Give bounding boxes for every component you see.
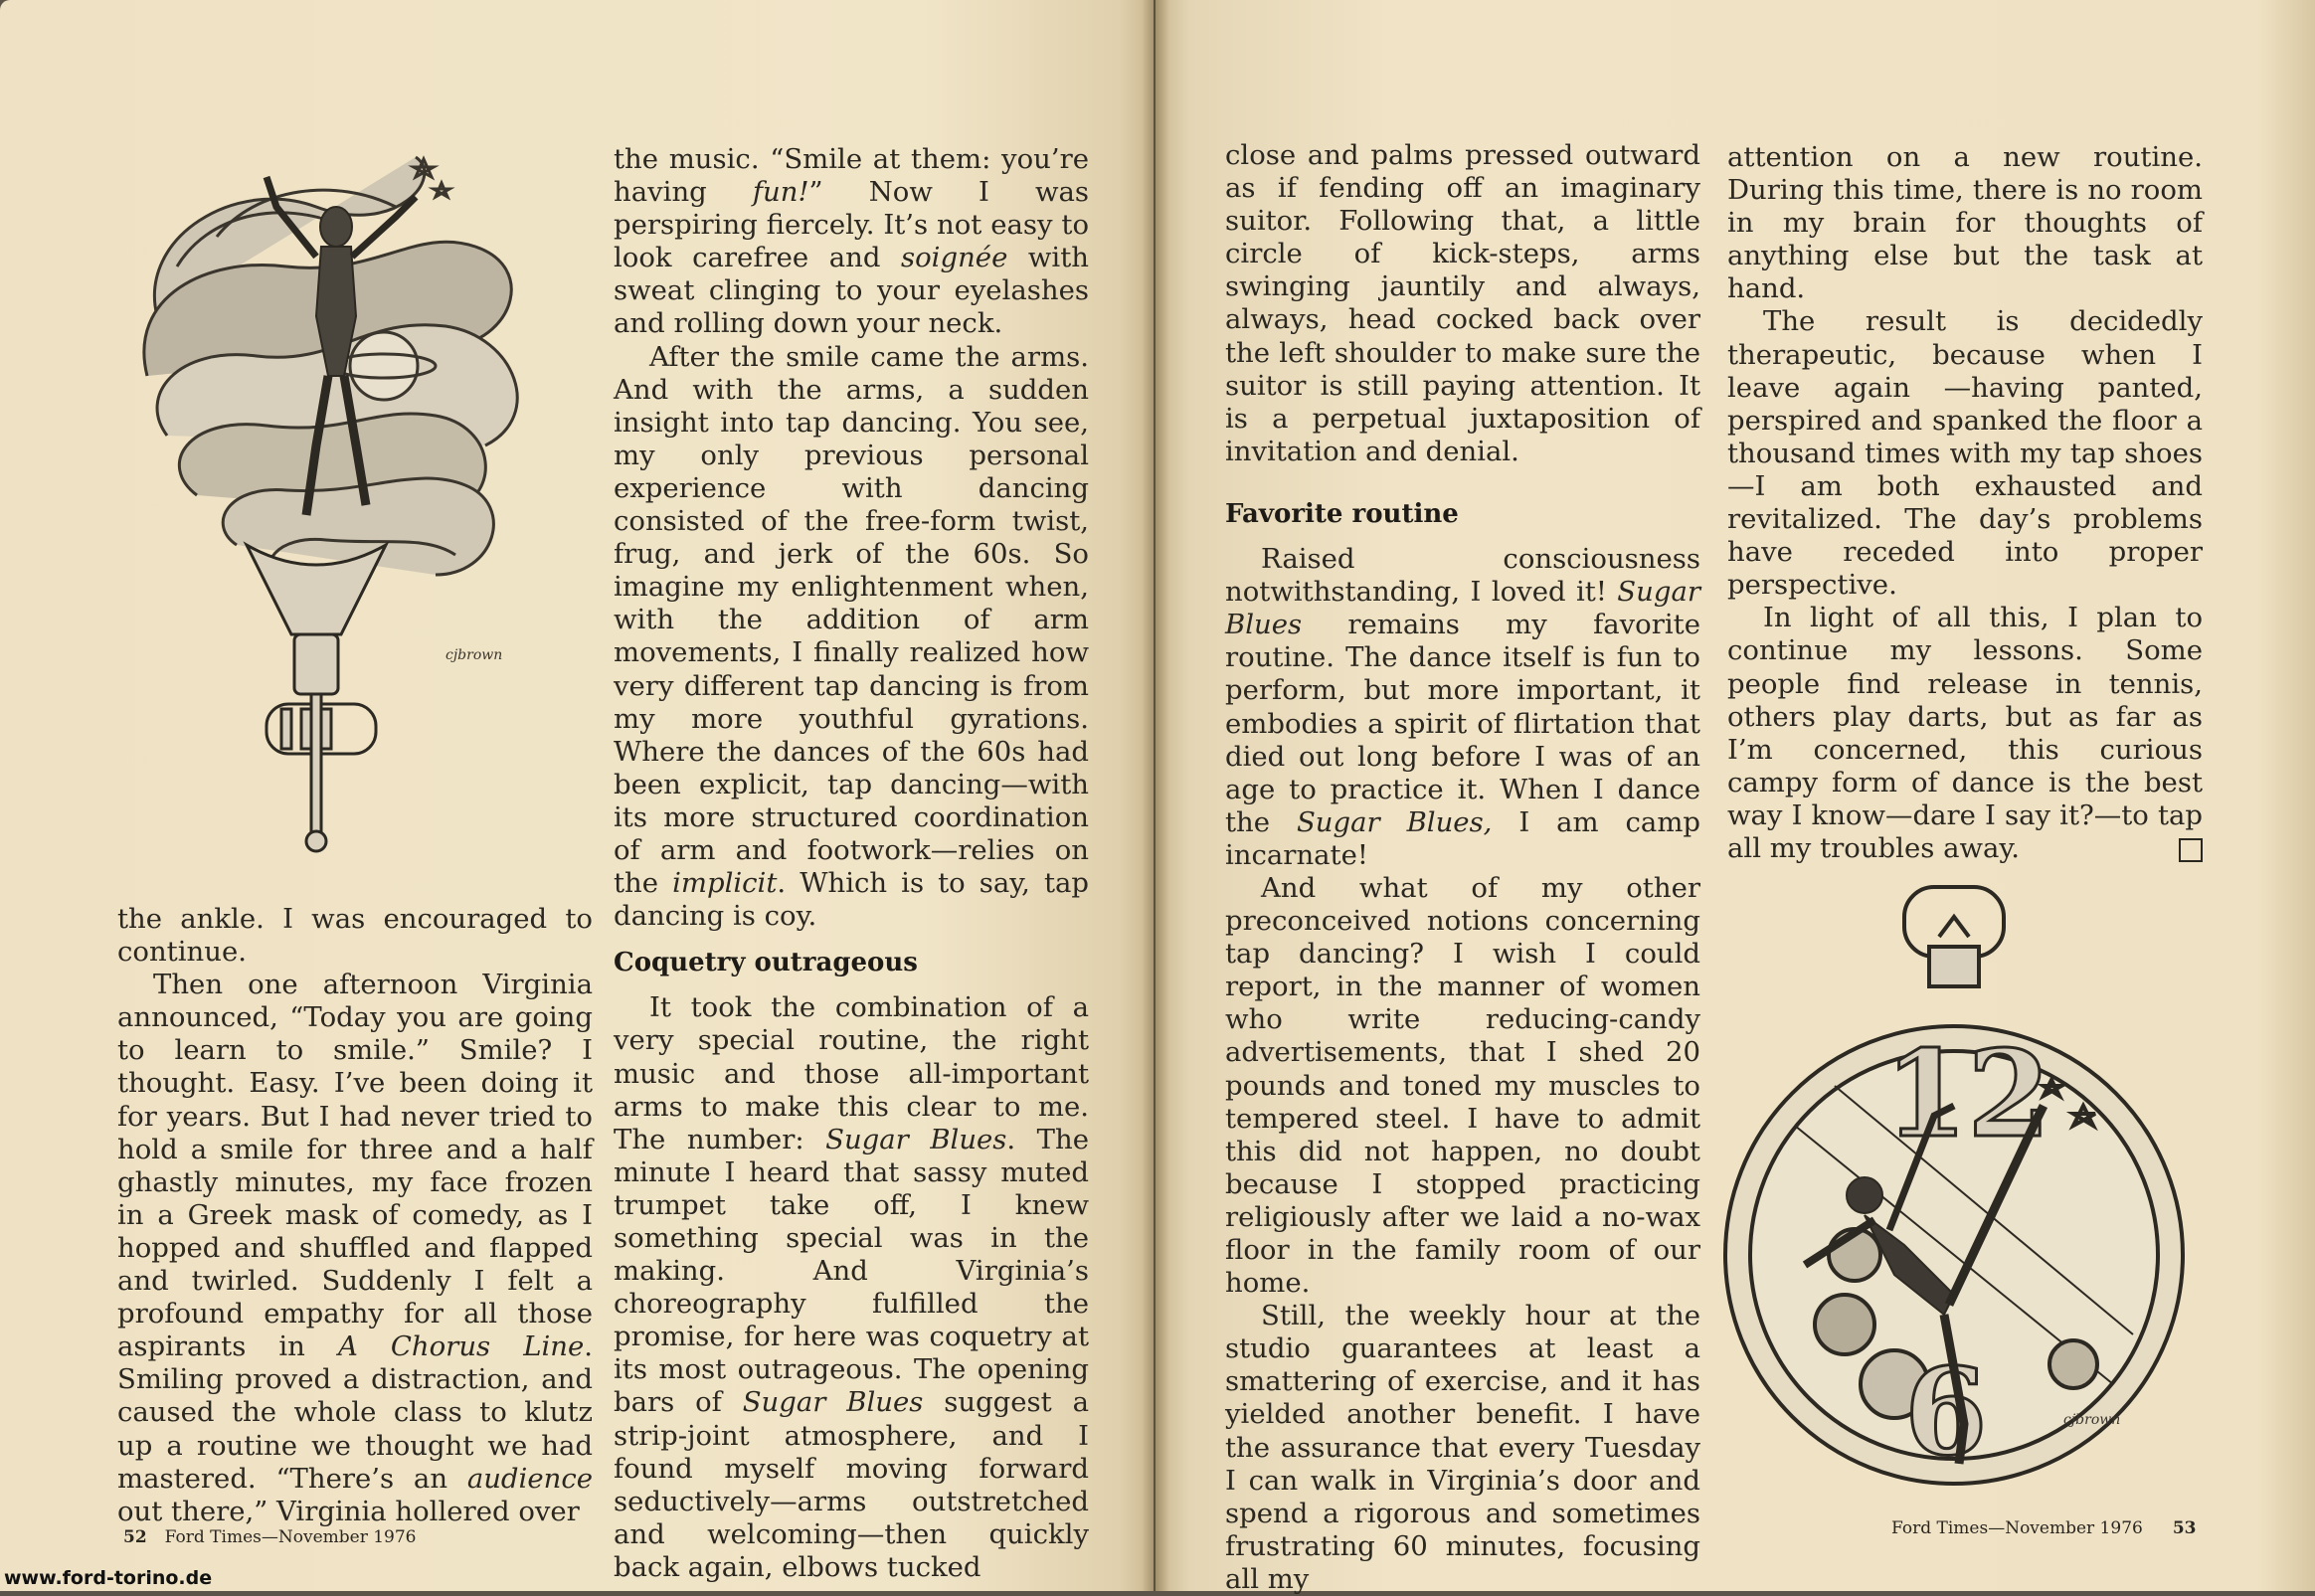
watch-numeral-6: 6	[1904, 1342, 1988, 1483]
site-watermark: www.ford-torino.de	[4, 1567, 213, 1589]
left-column-1	[117, 903, 593, 1528]
paragraph: The result is decidedly therapeutic, because when I leave again —having panted, perspired and spanked the floor a thousand times with my tap shoes—I am both exhausted and revitalized. The day’s problems have receded into proper perspective.	[1727, 305, 2203, 602]
section-heading: Favorite routine	[1225, 498, 1459, 529]
footer-publication: Ford Times—November 1976	[164, 1527, 417, 1547]
section-heading: Coquetry outrageous	[614, 948, 918, 978]
watch-signature: cjbrown	[2063, 1412, 2121, 1428]
pocket-watch-dancer-illustration	[1715, 867, 2193, 1531]
right-column-2	[1727, 141, 2203, 865]
left-page-footer	[123, 1527, 417, 1547]
paragraph: It took the combination of a very special routine, the right music and those all-important arms to make this clear to me. The number: Sugar Blues. The minute I heard that sassy muted trumpet take off, I knew something special was in the making. And Virginia’s choreography fulfilled the promise, for here was coquetry at its most outrageous. The opening bars of Sugar Blues suggest a strip-joint atmosphere, and I found myself moving forward seductively—arms outstretched and welcoming—then quickly back again, elbows tucked	[614, 991, 1089, 1583]
right-column-1	[1225, 139, 1700, 1596]
end-mark-icon	[2179, 838, 2203, 862]
paragraph: the ankle. I was encouraged to continue.	[117, 903, 593, 969]
page-gutter	[1142, 0, 1169, 1591]
page-number: 53	[2172, 1518, 2197, 1538]
watch-numeral-12: 12	[1884, 1024, 2050, 1164]
right-page-footer	[1891, 1518, 2197, 1538]
paragraph: close and palms pressed outward as if fending off an imaginary suitor. Following that, a little circle of kick-steps, arms swinging jauntily and always, always, head cocked back over the left shoulder to make sure the suitor is still paying attention. It is a perpetual juxtaposition of invitation and denial.	[1225, 139, 1700, 467]
paragraph: And what of my other preconceived notions concerning tap dancing? I wish I could report, in the manner of women who write reducing-candy advertisements, that I shed 20 pounds and toned my muscles to tempered steel. I have to admit this did not happen, no doubt because I stopped practicing religiously after we laid a no-wax floor in the family room of our home.	[1225, 871, 1700, 1300]
trumpet-signature: cjbrown	[445, 647, 503, 663]
footer-publication: Ford Times—November 1976	[1891, 1518, 2143, 1538]
trumpet-dancer-illustration	[117, 117, 555, 853]
paragraph: Then one afternoon Virginia announced, “Today you are going to learn to smile.” Smile? I thought. Easy. I’ve been doing it for years. But I had never tried to hold a smile for three and a half ghastly minutes, my face frozen in a Greek mask of comedy, as I hopped and shuffled and flapped and twirled. Suddenly I felt a profound empathy for all those aspirants in A Chorus Line. Smiling proved a distraction, and caused the whole class to klutz up a routine we thought we had mastered. “There’s an audience out there,” Virginia hollered over	[117, 969, 593, 1527]
left-column-2	[614, 143, 1089, 1584]
paragraph: After the smile came the arms. And with the arms, a sudden insight into tap dancing. You see, my only previous personal experience with dancing consisted of the free-form twist, frug, and jerk of the 60s. So imagine my enlightenment when, with the addition of arm movements, I finally realized how very different tap dancing is from my more youthful gyrations. Where the dances of the 60s had been explicit, tap dancing—with its more structured coordination of arm and footwork—relies on the implicit. Which is to say, tap dancing is coy.	[614, 340, 1090, 933]
paragraph: In light of all this, I plan to continue my lessons. Some people find release in tennis, others play darts, but as far as I’m concerned, this curious campy form of dance is the best way I know—dare I say it?—to tap all my troubles away.	[1727, 602, 2203, 864]
page-number: 52	[123, 1527, 147, 1547]
paragraph: Still, the weekly hour at the studio guarantees at least a smattering of exercise, and it has yielded another benefit. I have the assurance that every Tuesday I can walk in Virginia’s door and spend a rigorous and sometimes frustrating 60 minutes, focusing all my	[1225, 1300, 1700, 1595]
paragraph: Raised consciousness notwithstanding, I loved it! Sugar Blues remains my favorite routine. The dance itself is fun to perform, but more important, it embodies a spirit of flirtation that died out long before I was of an age to practice it. When I dance the Sugar Blues, I am camp incarnate!	[1225, 543, 1701, 871]
paragraph: attention on a new routine. During this time, there is no room in my brain for thoughts of anything else but the task at hand.	[1727, 141, 2203, 305]
paragraph: the music. “Smile at them: you’re having fun!” Now I was perspiring fiercely. It’s not easy to look carefree and soignée with sweat clinging to your eyelashes and rolling down your neck.	[614, 143, 1089, 340]
